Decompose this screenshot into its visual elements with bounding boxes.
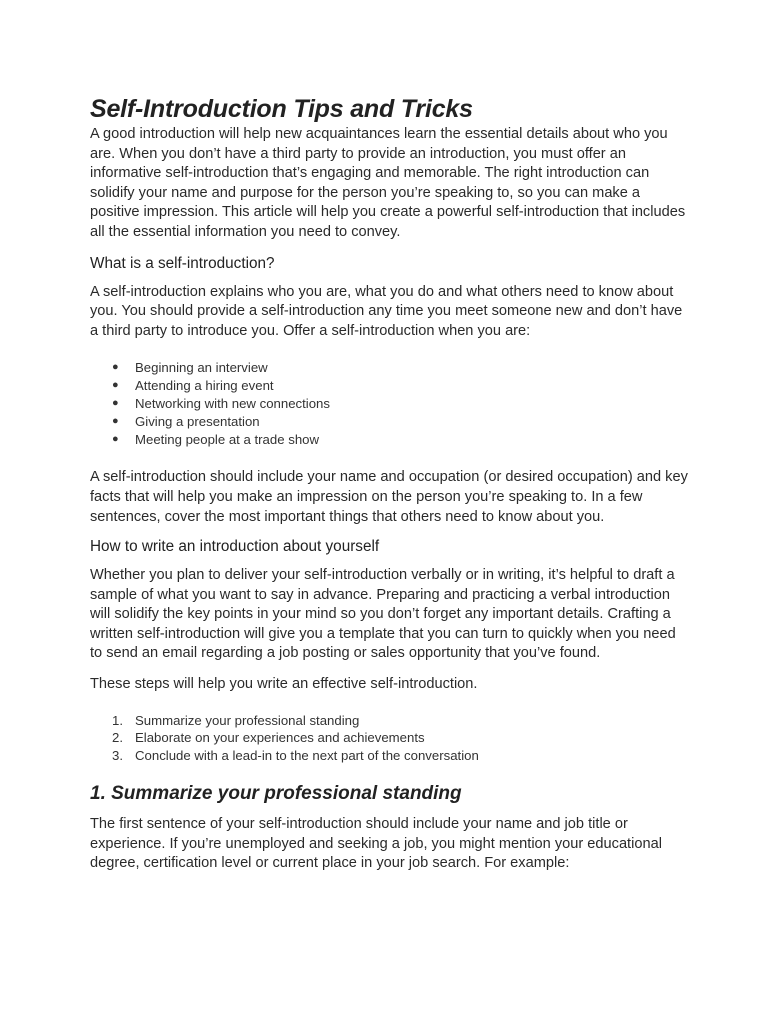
page-title: Self-Introduction Tips and Tricks [90,95,473,123]
include-paragraph: A self-introduction should include your name and occupation (or desired occupation) and key facts that will help you make an impression on the person you’re speaking to. In a few sentences, cover the most important things that others need to know about you. [90,469,688,525]
list-item [90,729,690,747]
list-item-text: Summarize your professional standing [135,712,360,728]
step-one-heading: 1. Summarize your professional standing [90,783,462,805]
list-item-text: Beginning an interview [135,360,268,376]
how-to-heading: How to write an introduction about yourself [90,538,380,556]
how-to-paragraph: Whether you plan to deliver your self-introduction verbally or in writing, it’s helpful to draft a sample of what you want to say in advance. Preparing and practicing a verbal introduction will solidify the key points in your mind so you don’t forget any important details. Crafting a written self-introduction will give you a template that you can turn to quickly when you need to send an email regarding a job posting or sales opportunity that you’ve found. [90,567,676,662]
steps-list [90,712,690,765]
bullet-icon: ● [112,432,119,445]
list-item-text: Attending a hiring event [135,378,274,394]
step-number: 1. [112,712,123,728]
step-one-paragraph: The first sentence of your self-introduction should include your name and job title or experience. If you’re unemployed and seeking a job, you might mention your educational degree, certification level or current place in your job search. For example: [90,816,662,872]
step-number: 2. [112,730,123,746]
list-item [90,413,690,431]
occasions-list [90,359,690,448]
what-is-paragraph: A self-introduction explains who you are, what you do and what others need to know about you. You should provide a self-introduction any time you meet someone new and don’t have a third party to introduce you. Offer a self-introduction when you are: [90,283,683,339]
list-item [90,747,690,765]
bullet-icon: ● [112,414,119,427]
step-number: 3. [112,748,123,764]
list-item [90,395,690,413]
steps-intro: These steps will help you write an effective self-introduction. [90,676,478,693]
list-item-text: Elaborate on your experiences and achievements [135,730,425,746]
bullet-icon: ● [112,379,119,392]
document-page [90,92,690,874]
what-is-heading: What is a self-introduction? [90,254,275,272]
bullet-icon: ● [112,396,119,409]
list-item [90,377,690,395]
list-item-text: Networking with new connections [135,395,330,411]
bullet-icon: ● [112,361,119,374]
list-item-text: Giving a presentation [135,413,260,429]
list-item [90,431,690,449]
intro-paragraph: A good introduction will help new acquaintances learn the essential details about who you are. When you don’t have a third party to provide an introduction, you must offer an informative self-introduction that’s engaging and memorable. The right introduction can solidify your name and purpose for the person you’re speaking to, so you can make a positive impression. This article will help you create a powerful self-introduction that includes all the essential information you need to convey. [90,126,686,240]
list-item-text: Meeting people at a trade show [135,431,320,447]
list-item [90,712,690,730]
list-item [90,359,690,377]
list-item-text: Conclude with a lead-in to the next part of the conversation [135,748,479,764]
